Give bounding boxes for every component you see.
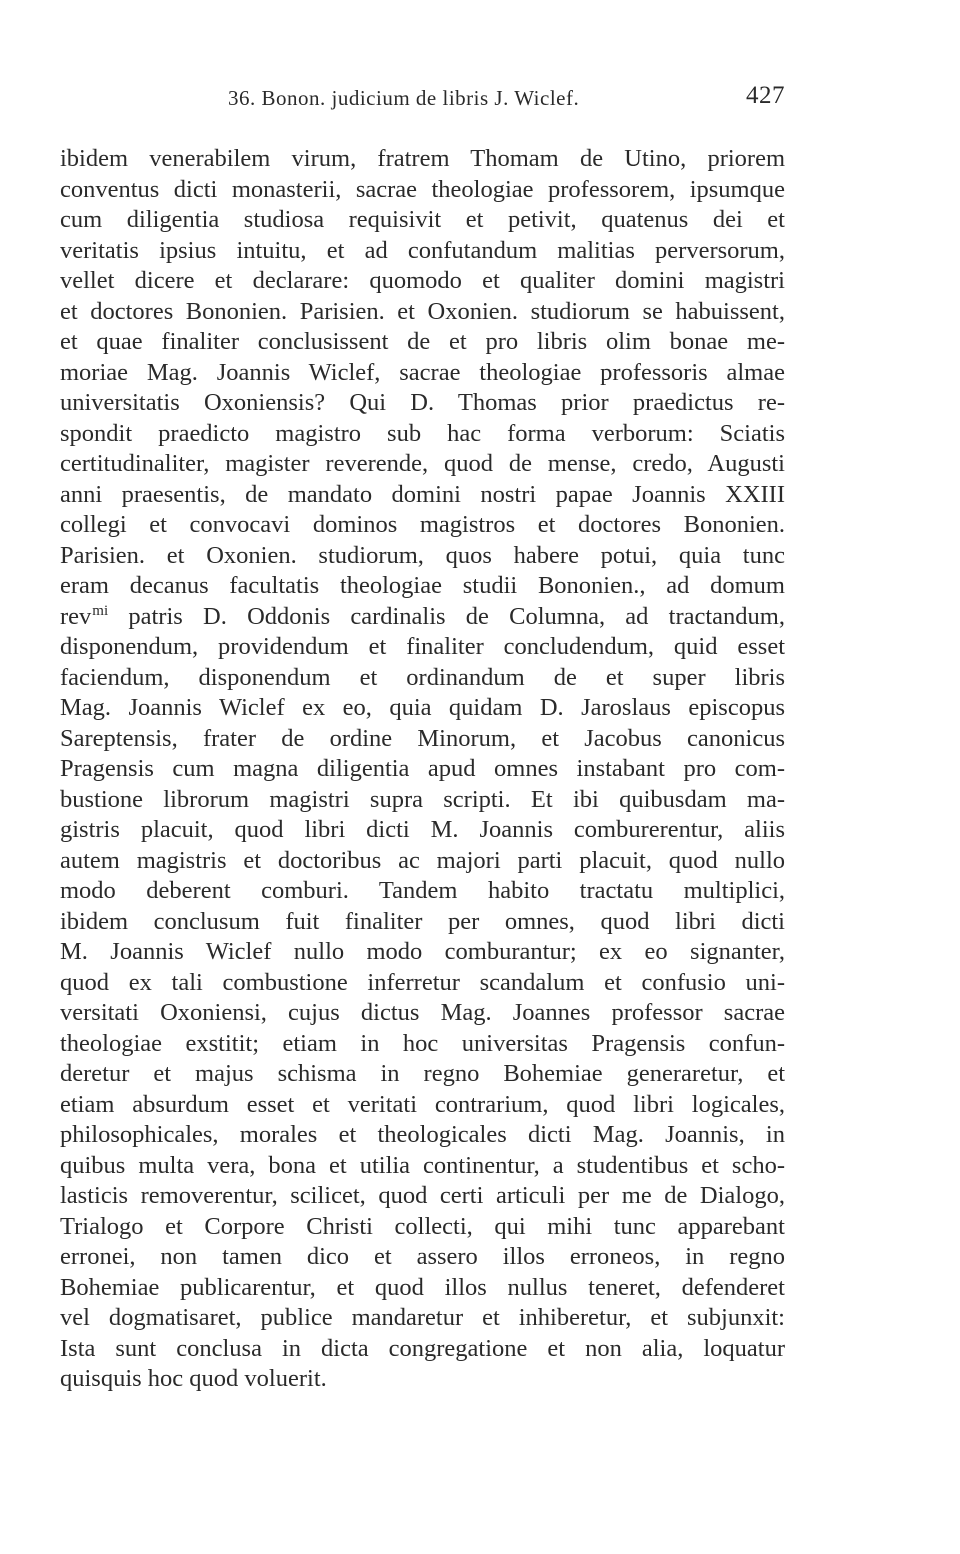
text-line: Bohemiae publicarentur, et quod illos nullus teneret, defenderet <box>60 1273 785 1301</box>
text-line: faciendum, disponendum et ordinandum de et super libris <box>60 663 785 691</box>
running-head <box>60 82 785 120</box>
text-line: quod ex tali combustione inferretur scandalum et confusio uni- <box>60 968 785 996</box>
text-line: bustione librorum magistri supra scripti. Et ibi quibusdam ma- <box>60 785 785 813</box>
text-line: et doctores Bononien. Parisien. et Oxonien. studiorum se habuissent, <box>60 297 785 325</box>
superscript: mi <box>92 602 109 619</box>
text-line: et quae finaliter conclusissent de et pro libris olim bonae me- <box>60 328 785 355</box>
text-line: collegi et convocavi dominos magistros et doctores Bononien. <box>60 511 785 538</box>
body-text <box>60 144 785 1395</box>
text-line: vellet dicere et declarare: quomodo et qualiter domini magistri <box>60 267 785 294</box>
text-line: Trialogo et Corpore Christi collecti, qui mihi tunc apparebant <box>60 1212 785 1240</box>
text-line: Parisien. et Oxonien. studiorum, quos habere potui, quia tunc <box>60 541 785 569</box>
text-line: Ista sunt conclusa in dicta congregatione et non alia, loquatur <box>60 1334 785 1362</box>
text-line: eram decanus facultatis theologiae studii Bononien., ad domum <box>60 572 785 599</box>
text-line: veritatis ipsius intuitu, et ad confutandum malitias perversorum, <box>60 236 785 264</box>
text-line: conventus dicti monasterii, sacrae theologiae professorem, ipsumque <box>60 175 785 203</box>
text-line: anni praesentis, de mandato domini nostri papae Joannis XXIII <box>60 480 785 508</box>
text-line: certitudinaliter, magister reverende, quod de mense, credo, Augusti <box>60 450 785 477</box>
text-line: etiam absurdum esset et veritati contrarium, quod libri logicales, <box>60 1090 785 1118</box>
text-line: disponendum, providendum et finaliter concludendum, quid esset <box>60 633 785 660</box>
text-line: Sareptensis, frater de ordine Minorum, et Jacobus canonicus <box>60 724 785 752</box>
text-line: lasticis removerentur, scilicet, quod certi articuli per me de Dialogo, <box>60 1182 785 1209</box>
text-line: cum diligentia studiosa requisivit et petivit, quatenus dei et <box>60 206 785 233</box>
text-line: ibidem venerabilem virum, fratrem Thomam de Utino, priorem <box>60 145 785 172</box>
text-line: Pragensis cum magna diligentia apud omnes instabant pro com- <box>60 755 785 782</box>
text-line: universitatis Oxoniensis? Qui D. Thomas prior praedictus re- <box>60 389 785 416</box>
text-line-final: quisquis hoc quod voluerit. <box>60 1365 327 1392</box>
text-line: quibus multa vera, bona et utilia continentur, a studentibus et scho- <box>60 1151 785 1179</box>
text-line: moriae Mag. Joannis Wiclef, sacrae theologiae professoris almae <box>60 358 785 386</box>
text-line: theologiae exstitit; etiam in hoc universitas Pragensis confun- <box>60 1029 785 1057</box>
text-line: autem magistris et doctoribus ac majori parti placuit, quod nullo <box>60 846 785 874</box>
text-line: spondit praedicto magistro sub hac forma verborum: Sciatis <box>60 419 785 447</box>
page-number: 427 <box>746 82 785 109</box>
text-line-with-superscript <box>60 602 785 633</box>
text-line: vel dogmatisaret, publice mandaretur et inhiberetur, et subjunxit: <box>60 1304 785 1331</box>
text-line: ibidem conclusum fuit finaliter per omnes, quod libri dicti <box>60 907 785 935</box>
text-line: deretur et majus schisma in regno Bohemiae generaretur, et <box>60 1060 785 1087</box>
text-line: versitati Oxoniensi, cujus dictus Mag. Joannes professor sacrae <box>60 999 785 1026</box>
text-line: philosophicales, morales et theologicales dicti Mag. Joannis, in <box>60 1121 785 1148</box>
text-line: gistris placuit, quod libri dicti M. Joannis comburerentur, aliis <box>60 816 785 843</box>
text-line: M. Joannis Wiclef nullo modo comburantur; ex eo signanter, <box>60 938 785 965</box>
text-line: modo deberent comburi. Tandem habito tractatu multiplici, <box>60 877 785 904</box>
text-fragment: rev <box>60 602 92 630</box>
text-line: Mag. Joannis Wiclef ex eo, quia quidam D. Jaroslaus episcopus <box>60 694 785 721</box>
text-line: erronei, non tamen dico et assero illos erroneos, in regno <box>60 1243 785 1270</box>
text-fragment: patris D. Oddonis cardinalis de Columna, ad tractandum, <box>108 602 785 630</box>
running-title: 36. Bonon. judicium de libris J. Wiclef. <box>228 86 580 110</box>
